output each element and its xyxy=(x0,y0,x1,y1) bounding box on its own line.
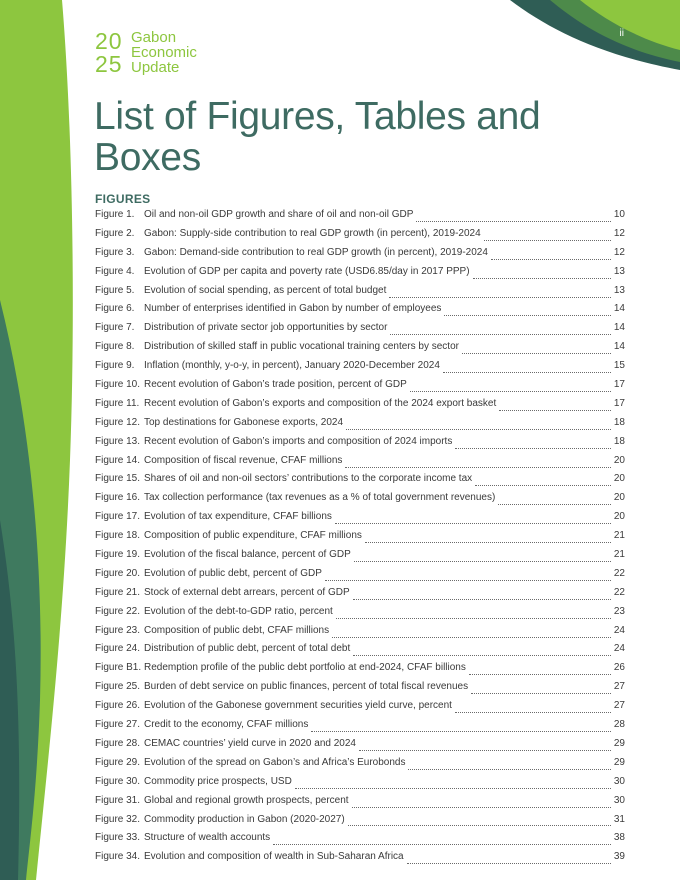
toc-entry-page: 17 xyxy=(613,397,625,409)
toc-entry-page: 27 xyxy=(613,681,625,693)
toc-entry-label: Figure 26. xyxy=(95,700,141,712)
toc-entry-page: 28 xyxy=(613,719,625,731)
toc-dot-leader xyxy=(455,712,611,713)
toc-dot-leader xyxy=(325,580,611,581)
toc-entry[interactable] xyxy=(95,379,625,398)
toc-entry-title: Gabon: Supply-side contribution to real GDP growth (in percent), 2019-2024 xyxy=(144,227,481,239)
toc-entry-title: CEMAC countries’ yield curve in 2020 and 2024 xyxy=(144,737,356,749)
page-number: ii xyxy=(619,28,624,39)
toc-entry-label: Figure 19. xyxy=(95,549,141,561)
toc-dot-leader xyxy=(455,448,611,449)
toc-entry[interactable] xyxy=(95,228,625,247)
toc-entry-label: Figure 22. xyxy=(95,605,141,617)
toc-dot-leader xyxy=(389,297,611,298)
toc-entry[interactable] xyxy=(95,247,625,266)
toc-entry-page: 14 xyxy=(613,341,625,353)
toc-entry-label: Figure 27. xyxy=(95,719,141,731)
toc-entry[interactable] xyxy=(95,795,625,814)
toc-entry-page: 20 xyxy=(613,492,625,504)
toc-dot-leader xyxy=(354,561,611,562)
toc-entry-title: Evolution of the Gabonese government securities yield curve, percent xyxy=(144,700,452,712)
toc-entry[interactable] xyxy=(95,473,625,492)
toc-entry-label: Figure 11. xyxy=(95,397,140,409)
toc-dot-leader xyxy=(273,844,611,845)
toc-dot-leader xyxy=(295,788,611,789)
toc-entry-title: Tax collection performance (tax revenues as a % of total government revenues) xyxy=(144,492,496,504)
toc-entry-page: 20 xyxy=(613,454,625,466)
toc-entry-label: Figure 20. xyxy=(95,567,141,579)
toc-entry-title: Redemption profile of the public debt portfolio at end-2024, CFAF billions xyxy=(144,662,466,674)
toc-entry-page: 29 xyxy=(613,756,625,768)
toc-entry-title: Evolution of the spread on Gabon’s and Africa’s Eurobonds xyxy=(144,756,406,768)
toc-entry-page: 22 xyxy=(613,586,625,598)
figures-list xyxy=(95,209,625,870)
toc-entry-title: Evolution of public debt, percent of GDP xyxy=(144,567,322,579)
toc-entry-page: 12 xyxy=(613,246,625,258)
toc-dot-leader xyxy=(484,240,611,241)
toc-entry-label: Figure 28. xyxy=(95,737,141,749)
toc-entry[interactable] xyxy=(95,266,625,285)
toc-entry-label: Figure B1. xyxy=(95,662,142,674)
toc-entry[interactable] xyxy=(95,719,625,738)
toc-entry[interactable] xyxy=(95,398,625,417)
toc-entry-title: Composition of public expenditure, CFAF millions xyxy=(144,530,362,542)
toc-entry[interactable] xyxy=(95,360,625,379)
toc-entry[interactable] xyxy=(95,587,625,606)
toc-entry-title: Commodity production in Gabon (2020-2027) xyxy=(144,813,345,825)
toc-entry-page: 14 xyxy=(613,303,625,315)
toc-entry[interactable] xyxy=(95,738,625,757)
toc-entry[interactable] xyxy=(95,209,625,228)
toc-entry-label: Figure 23. xyxy=(95,624,141,636)
toc-entry[interactable] xyxy=(95,832,625,851)
toc-entry-page: 23 xyxy=(613,605,625,617)
toc-entry-label: Figure 5. xyxy=(95,284,135,296)
toc-dot-leader xyxy=(359,750,611,751)
toc-entry[interactable] xyxy=(95,851,625,870)
toc-dot-leader xyxy=(473,278,611,279)
toc-dot-leader xyxy=(444,315,611,316)
toc-dot-leader xyxy=(443,372,611,373)
toc-entry[interactable] xyxy=(95,643,625,662)
toc-entry-title: Evolution of tax expenditure, CFAF billions xyxy=(144,511,332,523)
toc-entry-title: Evolution of the fiscal balance, percent of GDP xyxy=(144,549,351,561)
toc-entry-title: Top destinations for Gabonese exports, 2024 xyxy=(144,416,344,428)
toc-dot-leader xyxy=(348,825,611,826)
toc-dot-leader xyxy=(499,410,611,411)
toc-entry-page: 39 xyxy=(613,851,625,863)
toc-dot-leader xyxy=(353,599,611,600)
toc-dot-leader xyxy=(498,504,611,505)
toc-entry-page: 13 xyxy=(613,284,625,296)
toc-entry-title: Shares of oil and non-oil sectors’ contributions to the corporate income tax xyxy=(144,473,473,485)
toc-entry-page: 10 xyxy=(613,209,625,220)
toc-entry-label: Figure 15. xyxy=(95,473,141,485)
toc-entry-label: Figure 31. xyxy=(95,794,141,806)
toc-entry-label: Figure 6. xyxy=(95,303,135,315)
toc-dot-leader xyxy=(475,485,611,486)
toc-entry-page: 30 xyxy=(613,775,625,787)
toc-entry-label: Figure 12. xyxy=(95,416,141,428)
toc-entry-page: 30 xyxy=(613,794,625,806)
toc-entry-title: Evolution of GDP per capita and poverty rate (USD6.85/day in 2017 PPP) xyxy=(144,265,470,277)
toc-entry[interactable] xyxy=(95,303,625,322)
toc-entry[interactable] xyxy=(95,322,625,341)
page-title: List of Figures, Tables and Boxes xyxy=(94,95,541,179)
toc-entry-label: Figure 30. xyxy=(95,775,141,787)
toc-entry-label: Figure 21. xyxy=(95,586,141,598)
left-green-wave-decoration xyxy=(0,0,80,880)
toc-dot-leader xyxy=(336,618,611,619)
toc-dot-leader xyxy=(335,523,611,524)
toc-entry[interactable] xyxy=(95,492,625,511)
toc-dot-leader xyxy=(416,221,611,222)
toc-entry-page: 21 xyxy=(613,549,625,561)
toc-entry-title: Oil and non-oil GDP growth and share of oil and non-oil GDP xyxy=(144,209,414,220)
toc-entry[interactable] xyxy=(95,549,625,568)
toc-entry-label: Figure 9. xyxy=(95,360,135,372)
toc-entry-title: Stock of external debt arrears, percent of GDP xyxy=(144,586,350,598)
toc-dot-leader xyxy=(346,429,611,430)
toc-entry[interactable] xyxy=(95,757,625,776)
toc-dot-leader xyxy=(408,769,611,770)
toc-entry-page: 24 xyxy=(613,624,625,636)
toc-entry-label: Figure 1. xyxy=(95,209,135,220)
toc-dot-leader xyxy=(352,807,611,808)
toc-entry-title: Evolution of the debt-to-GDP ratio, percent xyxy=(144,605,333,617)
toc-dot-leader xyxy=(390,334,611,335)
toc-entry-title: Gabon: Demand-side contribution to real GDP growth (in percent), 2019-2024 xyxy=(144,246,488,258)
toc-entry-label: Figure 25. xyxy=(95,681,141,693)
toc-entry-label: Figure 4. xyxy=(95,265,135,277)
toc-entry[interactable] xyxy=(95,776,625,795)
toc-entry-title: Burden of debt service on public finances, percent of total fiscal revenues xyxy=(144,681,469,693)
toc-entry-label: Figure 8. xyxy=(95,341,135,353)
toc-entry-page: 26 xyxy=(613,662,625,674)
toc-entry[interactable] xyxy=(95,606,625,625)
toc-entry-label: Figure 24. xyxy=(95,643,141,655)
toc-entry-page: 20 xyxy=(613,511,625,523)
toc-dot-leader xyxy=(462,353,611,354)
toc-entry-page: 14 xyxy=(613,322,625,334)
toc-entry[interactable] xyxy=(95,455,625,474)
toc-dot-leader xyxy=(345,467,611,468)
toc-entry-title: Inflation (monthly, y-o-y, in percent), January 2020-December 2024 xyxy=(144,360,440,372)
toc-entry-title: Composition of fiscal revenue, CFAF millions xyxy=(144,454,343,466)
toc-entry-page: 27 xyxy=(613,700,625,712)
toc-entry-page: 12 xyxy=(613,227,625,239)
toc-entry-label: Figure 13. xyxy=(95,435,141,447)
toc-dot-leader xyxy=(407,863,611,864)
toc-dot-leader xyxy=(365,542,611,543)
logo-year: 20 25 xyxy=(95,28,123,77)
toc-entry[interactable] xyxy=(95,285,625,304)
toc-entry-label: Figure 17. xyxy=(95,511,141,523)
report-logo xyxy=(95,30,197,76)
toc-entry-label: Figure 10. xyxy=(95,379,141,391)
toc-entry-title: Distribution of private sector job opportunities by sector xyxy=(144,322,388,334)
toc-entry-page: 22 xyxy=(613,567,625,579)
toc-entry-title: Credit to the economy, CFAF millions xyxy=(144,719,309,731)
toc-entry-label: Figure 33. xyxy=(95,832,141,844)
toc-entry-title: Distribution of skilled staff in public vocational training centers by sector xyxy=(144,341,459,353)
toc-dot-leader xyxy=(353,655,611,656)
toc-dot-leader xyxy=(332,637,611,638)
toc-entry-page: 21 xyxy=(613,530,625,542)
toc-dot-leader xyxy=(471,693,611,694)
toc-entry[interactable] xyxy=(95,417,625,436)
toc-dot-leader xyxy=(469,674,611,675)
toc-dot-leader xyxy=(491,259,611,260)
toc-entry-page: 15 xyxy=(613,360,625,372)
toc-entry-page: 20 xyxy=(613,473,625,485)
toc-entry-label: Figure 29. xyxy=(95,756,141,768)
toc-entry-title: Structure of wealth accounts xyxy=(144,832,271,844)
toc-entry-page: 38 xyxy=(613,832,625,844)
toc-entry-label: Figure 7. xyxy=(95,322,135,334)
toc-entry-label: Figure 34. xyxy=(95,851,141,863)
toc-entry-title: Evolution of social spending, as percent of total budget xyxy=(144,284,387,296)
toc-entry-label: Figure 18. xyxy=(95,530,141,542)
top-right-green-wave-decoration xyxy=(510,0,680,110)
toc-entry-title: Number of enterprises identified in Gabon by number of employees xyxy=(144,303,442,315)
toc-entry-title: Commodity price prospects, USD xyxy=(144,775,292,787)
toc-entry-page: 31 xyxy=(613,813,625,825)
toc-entry-label: Figure 32. xyxy=(95,813,141,825)
toc-entry-title: Composition of public debt, CFAF millions xyxy=(144,624,330,636)
toc-entry[interactable] xyxy=(95,625,625,644)
toc-entry-title: Recent evolution of Gabon’s exports and composition of the 2024 export basket xyxy=(144,397,497,409)
toc-entry[interactable] xyxy=(95,436,625,455)
toc-entry-label: Figure 2. xyxy=(95,227,135,239)
toc-entry[interactable] xyxy=(95,814,625,833)
toc-entry[interactable] xyxy=(95,341,625,360)
toc-entry-label: Figure 16. xyxy=(95,492,141,504)
toc-entry-page: 18 xyxy=(613,435,625,447)
toc-entry-title: Global and regional growth prospects, percent xyxy=(144,794,349,806)
toc-entry-label: Figure 3. xyxy=(95,246,135,258)
toc-dot-leader xyxy=(311,731,611,732)
toc-entry[interactable] xyxy=(95,568,625,587)
toc-entry-page: 17 xyxy=(613,379,625,391)
toc-entry-page: 18 xyxy=(613,416,625,428)
toc-entry-title: Recent evolution of Gabon’s imports and composition of 2024 imports xyxy=(144,435,453,447)
toc-entry-title: Evolution and composition of wealth in Sub-Saharan Africa xyxy=(144,851,404,863)
toc-entry[interactable] xyxy=(95,700,625,719)
figures-heading: FIGURES xyxy=(95,192,151,206)
logo-text: Gabon Economic Update xyxy=(131,29,197,76)
toc-entry-page: 24 xyxy=(613,643,625,655)
toc-entry[interactable] xyxy=(95,662,625,681)
toc-entry-page: 13 xyxy=(613,265,625,277)
toc-entry-title: Recent evolution of Gabon’s trade position, percent of GDP xyxy=(144,379,407,391)
toc-entry-page: 29 xyxy=(613,737,625,749)
toc-dot-leader xyxy=(410,391,611,392)
toc-entry[interactable] xyxy=(95,511,625,530)
toc-entry[interactable] xyxy=(95,530,625,549)
toc-entry-title: Distribution of public debt, percent of total debt xyxy=(144,643,351,655)
toc-entry-label: Figure 14. xyxy=(95,454,141,466)
toc-entry[interactable] xyxy=(95,681,625,700)
